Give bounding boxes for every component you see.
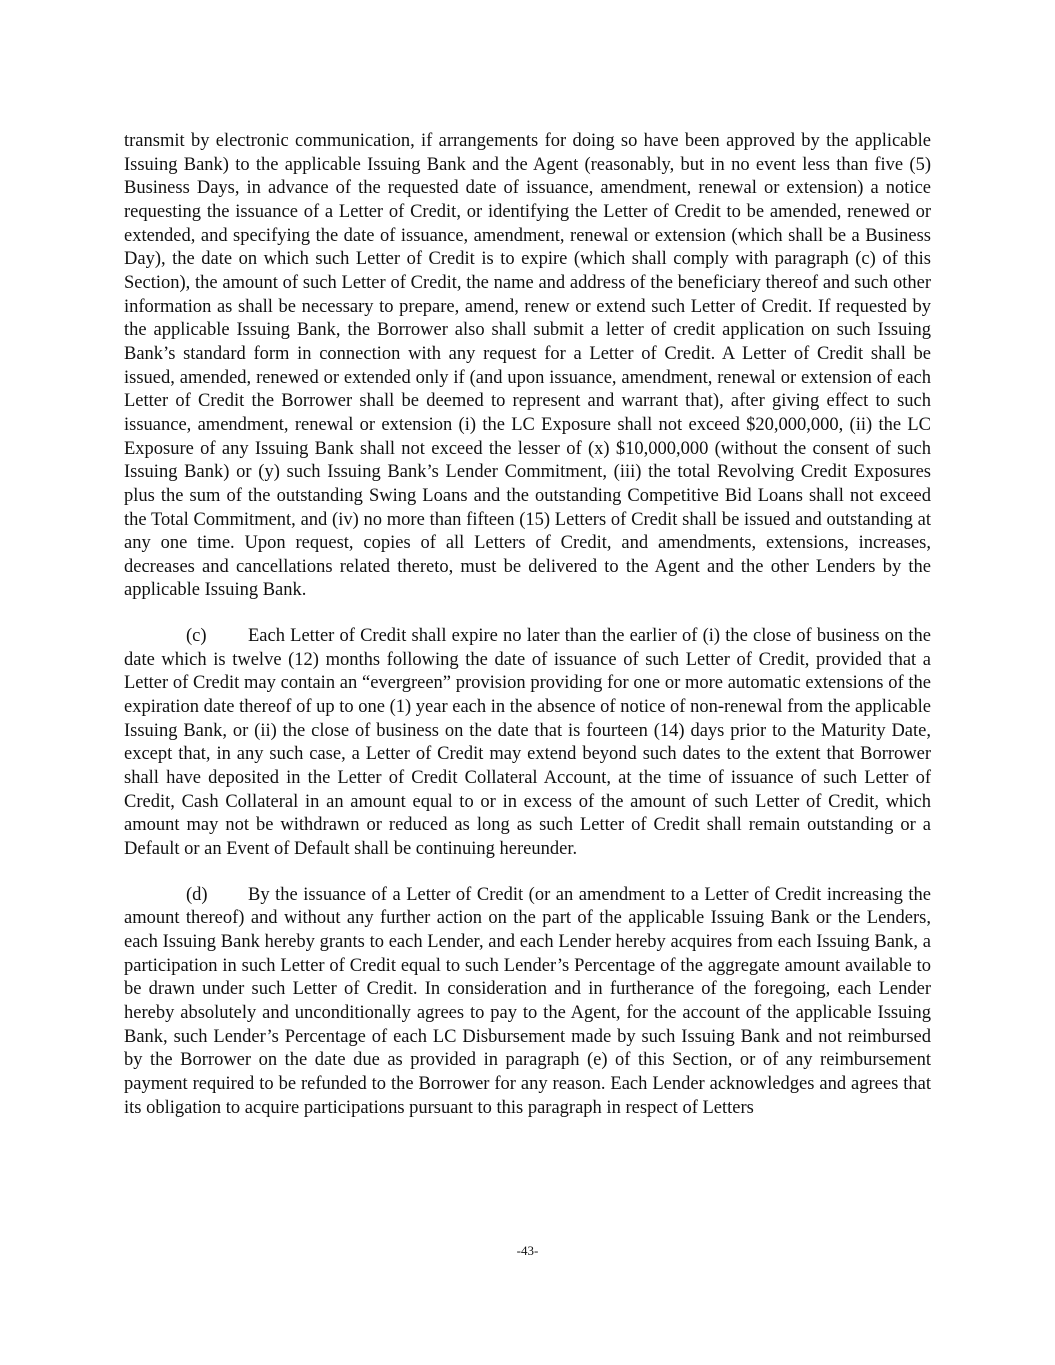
paragraph-text: Each Letter of Credit shall expire no later than the earlier of (i) the close of business on the date which is twelve (12) months following the date of issuance of such Letter of Credit, provided that a Letter of Credit may contain an “evergreen” provision providing for one or more automatic extensions of the expiration date thereof of up to one (1) year each in the absence of notice of non-renewal from the applicable Issuing Bank, or (ii) the close of business on the date that is fourteen (14) days prior to the Maturity Date, except that, in any such case, a Letter of Credit may extend beyond such dates to the extent that Borrower shall have deposited in the Letter of Credit Collateral Account, at the time of issuance of such Letter of Credit, Cash Collateral in an amount equal to or in excess of the amount of such Letter of Credit, which amount may not be withdrawn or reduced as long as such Letter of Credit shall remain outstanding or a Default or an Event of Default shall be continuing hereunder. xyxy=(124,626,931,860)
paragraph-marker: (c) xyxy=(186,626,207,647)
paragraph-marker: (d) xyxy=(186,884,208,905)
paragraph-text: transmit by electronic communication, if arrangements for doing so have been approved by the applicable Issuing Bank) to the applicable Issuing Bank and the Agent (reasonably, but in no event less than five (5) Business Days, in advance of the requested date of issuance, amendment, renewal or extension) a notice requesting the issuance of a Letter of Credit, or identifying the Letter of Credit to be amended, renewed or extended, and specifying the date of issuance, amendment, renewal or extension (which shall be a Business Day), the date on which such Letter of Credit is to expire (which shall comply with paragraph (c) of this Section), the amount of such Letter of Credit, the name and address of the beneficiary thereof and such other information as shall be necessary to prepare, amend, renew or extend such Letter of Credit. If requested by the applicable Issuing Bank, the Borrower also shall submit a letter of credit application on such Issuing Bank’s standard form in connection with any request for a Letter of Credit. A Letter of Credit shall be issued, amended, renewed or extended only if (and upon issuance, amendment, renewal or extension of each Letter of Credit the Borrower shall be deemed to represent and warrant that), after giving effect to such issuance, amendment, renewal or extension (i) the LC Exposure shall not exceed $20,000,000, (ii) the LC Exposure of any Issuing Bank shall not exceed the lesser of (x) $10,000,000 (without the consent of such Issuing Bank) or (y) such Issuing Bank’s Lender Commitment, (iii) the total Revolving Credit Exposures plus the sum of the outstanding Swing Loans and the outstanding Competitive Bid Loans shall not exceed the Total Commitment, and (iv) no more than fifteen (15) Letters of Credit shall be issued and outstanding at any one time. Upon request, copies of all Letters of Credit, and amendments, extensions, increases, decreases and cancellations related thereto, must be delivered to the Agent and the other Lenders by the applicable Issuing Bank. xyxy=(124,131,931,601)
page-number: -43- xyxy=(516,1243,539,1258)
paragraph-continuation xyxy=(124,130,931,603)
paragraph-d xyxy=(124,884,931,1121)
paragraph-text: By the issuance of a Letter of Credit (or an amendment to a Letter of Credit increasing the amount thereof) and without any further action on the part of the applicable Issuing Bank or the Lenders, each Issuing Bank hereby grants to each Lender, and each Lender hereby acquires from each Issuing Bank, a participation in such Letter of Credit equal to such Lender’s Percentage of the aggregate amount available to be drawn under such Letter of Credit. In consideration and in furtherance of the foregoing, each Lender hereby absolutely and unconditionally agrees to pay to the Agent, for the account of the applicable Issuing Bank, such Lender’s Percentage of each LC Disbursement made by such Issuing Bank and not reimbursed by the Borrower on the date due as provided in paragraph (e) of this Section, or of any reimbursement payment required to be refunded to the Borrower for any reason. Each Lender acknowledges and agrees that its obligation to acquire participations pursuant to this paragraph in respect of Letters xyxy=(124,884,931,1118)
document-body xyxy=(124,130,931,1120)
paragraph-c xyxy=(124,625,931,862)
